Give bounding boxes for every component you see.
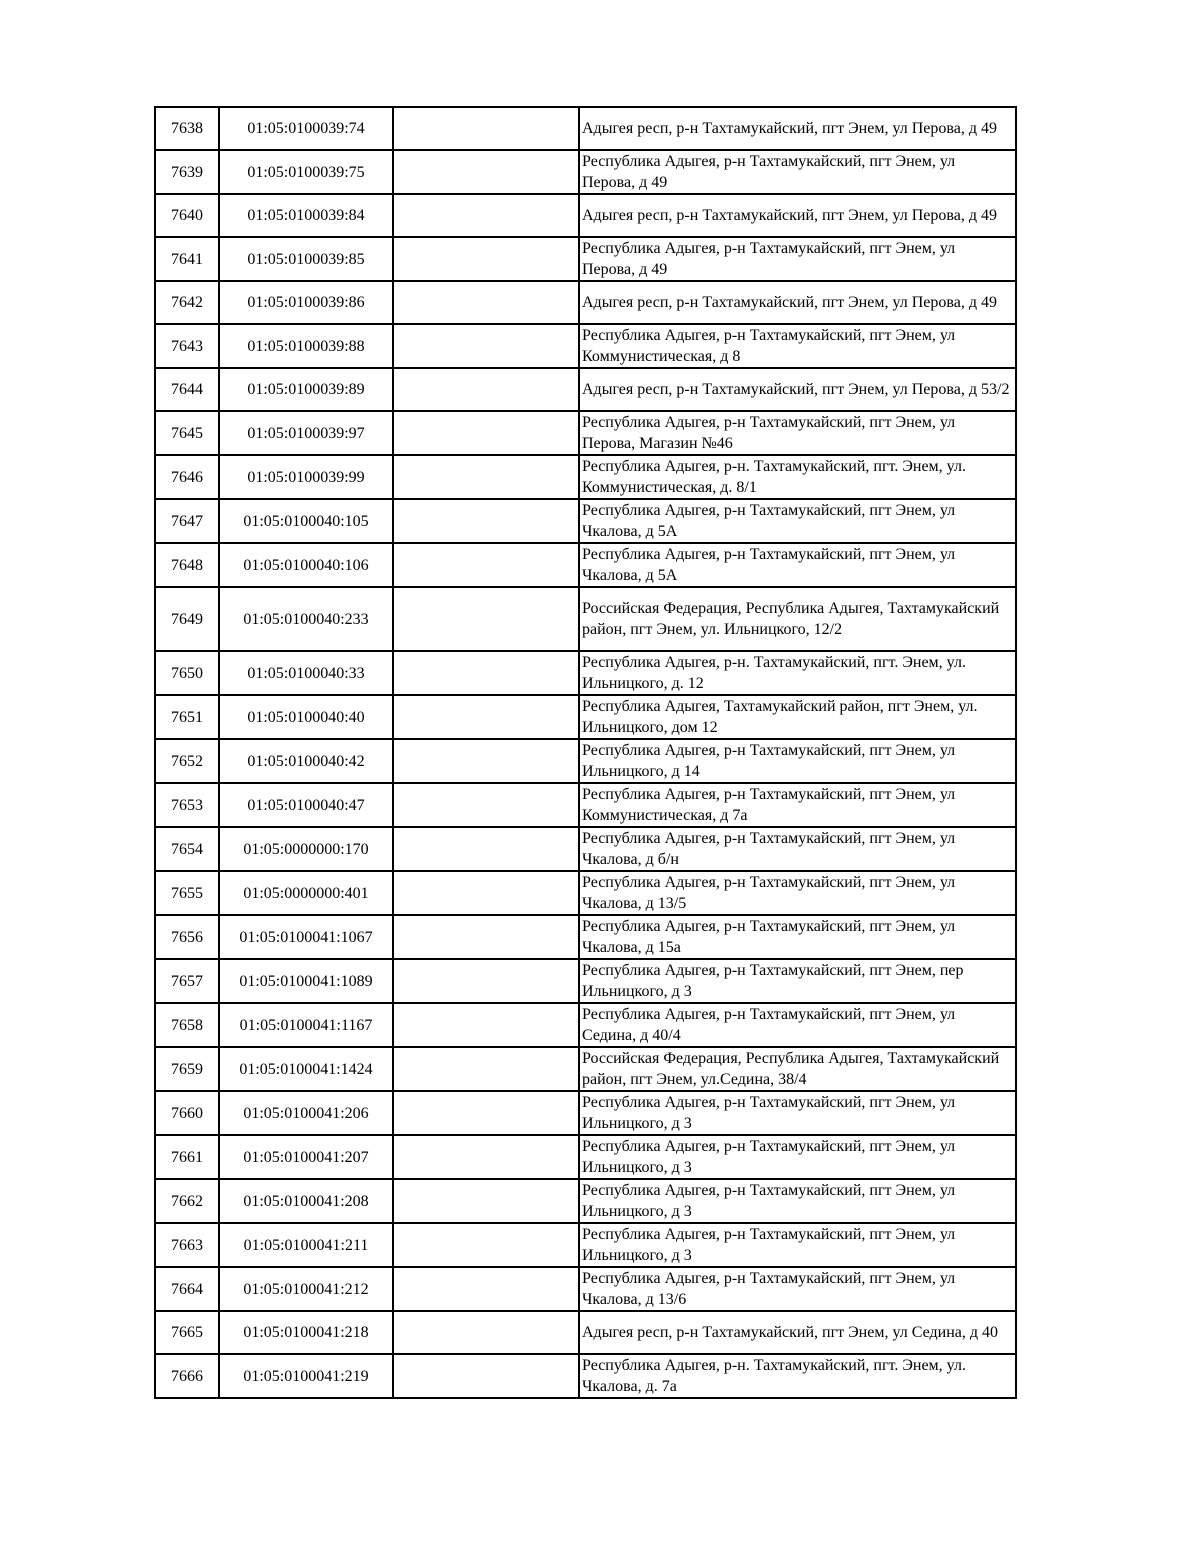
address-cell: Республика Адыгея, р-н Тахтамукайский, пгт Энем, ул Седина, д 40/4 (579, 1003, 1016, 1047)
address-cell: Адыгея респ, р-н Тахтамукайский, пгт Энем, ул Перова, д 49 (579, 281, 1016, 324)
address-cell: Российская Федерация, Республика Адыгея, Тахтамукайский район, пгт Энем, ул. Ильницкого, 12/2 (579, 587, 1016, 651)
cadastral-number: 01:05:0100041:207 (219, 1135, 393, 1179)
row-number: 7659 (155, 1047, 219, 1091)
empty-cell (393, 587, 579, 651)
table-row (155, 1135, 1016, 1179)
address-cell: Республика Адыгея, р-н Тахтамукайский, пгт Энем, ул Ильницкого, д 3 (579, 1223, 1016, 1267)
address-cell: Российская Федерация, Республика Адыгея, Тахтамукайский район, пгт Энем, ул.Седина, 38/4 (579, 1047, 1016, 1091)
table-row (155, 1354, 1016, 1398)
row-number: 7648 (155, 543, 219, 587)
cadastral-number: 01:05:0100041:219 (219, 1354, 393, 1398)
empty-cell (393, 915, 579, 959)
table-row (155, 871, 1016, 915)
row-number: 7645 (155, 411, 219, 455)
row-number: 7650 (155, 651, 219, 695)
cadastral-number: 01:05:0100039:89 (219, 368, 393, 411)
cadastral-number: 01:05:0100041:206 (219, 1091, 393, 1135)
cadastral-number: 01:05:0100040:233 (219, 587, 393, 651)
address-cell: Республика Адыгея, р-н Тахтамукайский, пгт Энем, ул Коммунистическая, д 8 (579, 324, 1016, 368)
property-table (154, 106, 1017, 1399)
empty-cell (393, 1354, 579, 1398)
cadastral-number: 01:05:0100040:40 (219, 695, 393, 739)
table-row (155, 959, 1016, 1003)
table-row (155, 827, 1016, 871)
address-cell: Республика Адыгея, р-н. Тахтамукайский, пгт. Энем, ул. Чкалова, д. 7а (579, 1354, 1016, 1398)
row-number: 7661 (155, 1135, 219, 1179)
table-row (155, 783, 1016, 827)
address-cell: Адыгея респ, р-н Тахтамукайский, пгт Энем, ул Перова, д 49 (579, 194, 1016, 237)
row-number: 7640 (155, 194, 219, 237)
cadastral-number: 01:05:0100041:208 (219, 1179, 393, 1223)
address-cell: Республика Адыгея, р-н Тахтамукайский, пгт Энем, ул Перова, Магазин №46 (579, 411, 1016, 455)
address-cell: Республика Адыгея, р-н Тахтамукайский, пгт Энем, пер Ильницкого, д 3 (579, 959, 1016, 1003)
row-number: 7662 (155, 1179, 219, 1223)
cadastral-number: 01:05:0000000:170 (219, 827, 393, 871)
table-row (155, 543, 1016, 587)
empty-cell (393, 827, 579, 871)
row-number: 7655 (155, 871, 219, 915)
row-number: 7663 (155, 1223, 219, 1267)
row-number: 7652 (155, 739, 219, 783)
row-number: 7641 (155, 237, 219, 281)
cadastral-number: 01:05:0100041:1167 (219, 1003, 393, 1047)
property-table-body (155, 107, 1016, 1398)
empty-cell (393, 871, 579, 915)
table-row (155, 1047, 1016, 1091)
empty-cell (393, 1311, 579, 1354)
cadastral-number: 01:05:0100039:85 (219, 237, 393, 281)
row-number: 7654 (155, 827, 219, 871)
table-row (155, 1267, 1016, 1311)
row-number: 7647 (155, 499, 219, 543)
table-row (155, 368, 1016, 411)
address-cell: Республика Адыгея, р-н Тахтамукайский, пгт Энем, ул Чкалова, д 13/6 (579, 1267, 1016, 1311)
cadastral-number: 01:05:0100039:99 (219, 455, 393, 499)
table-row (155, 150, 1016, 194)
empty-cell (393, 1179, 579, 1223)
cadastral-number: 01:05:0100039:75 (219, 150, 393, 194)
table-row (155, 499, 1016, 543)
address-cell: Республика Адыгея, р-н Тахтамукайский, пгт Энем, ул Чкалова, д 5А (579, 543, 1016, 587)
cadastral-number: 01:05:0100039:74 (219, 107, 393, 150)
row-number: 7666 (155, 1354, 219, 1398)
address-cell: Адыгея респ, р-н Тахтамукайский, пгт Энем, ул Перова, д 53/2 (579, 368, 1016, 411)
row-number: 7658 (155, 1003, 219, 1047)
cadastral-number: 01:05:0100040:42 (219, 739, 393, 783)
address-cell: Республика Адыгея, р-н Тахтамукайский, пгт Энем, ул Перова, д 49 (579, 150, 1016, 194)
empty-cell (393, 1091, 579, 1135)
address-cell: Республика Адыгея, р-н. Тахтамукайский, пгт. Энем, ул. Ильницкого, д. 12 (579, 651, 1016, 695)
row-number: 7656 (155, 915, 219, 959)
empty-cell (393, 411, 579, 455)
address-cell: Адыгея респ, р-н Тахтамукайский, пгт Энем, ул Седина, д 40 (579, 1311, 1016, 1354)
empty-cell (393, 695, 579, 739)
address-cell: Республика Адыгея, р-н Тахтамукайский, пгт Энем, ул Коммунистическая, д 7а (579, 783, 1016, 827)
empty-cell (393, 150, 579, 194)
row-number: 7651 (155, 695, 219, 739)
table-row (155, 1179, 1016, 1223)
empty-cell (393, 1223, 579, 1267)
empty-cell (393, 959, 579, 1003)
table-row (155, 1003, 1016, 1047)
row-number: 7642 (155, 281, 219, 324)
address-cell: Республика Адыгея, р-н Тахтамукайский, пгт Энем, ул Чкалова, д 13/5 (579, 871, 1016, 915)
table-row (155, 411, 1016, 455)
empty-cell (393, 1135, 579, 1179)
cadastral-number: 01:05:0100040:33 (219, 651, 393, 695)
address-cell: Республика Адыгея, р-н Тахтамукайский, пгт Энем, ул Ильницкого, д 3 (579, 1135, 1016, 1179)
table-row (155, 739, 1016, 783)
cadastral-number: 01:05:0100041:1067 (219, 915, 393, 959)
table-row (155, 107, 1016, 150)
table-row (155, 324, 1016, 368)
row-number: 7660 (155, 1091, 219, 1135)
empty-cell (393, 237, 579, 281)
cadastral-number: 01:05:0100041:212 (219, 1267, 393, 1311)
cadastral-number: 01:05:0100040:105 (219, 499, 393, 543)
address-cell: Республика Адыгея, р-н Тахтамукайский, пгт Энем, ул Чкалова, д 5А (579, 499, 1016, 543)
table-row (155, 455, 1016, 499)
row-number: 7643 (155, 324, 219, 368)
address-cell: Республика Адыгея, р-н Тахтамукайский, пгт Энем, ул Ильницкого, д 14 (579, 739, 1016, 783)
empty-cell (393, 739, 579, 783)
cadastral-number: 01:05:0100041:1089 (219, 959, 393, 1003)
empty-cell (393, 543, 579, 587)
address-cell: Республика Адыгея, Тахтамукайский район, пгт Энем, ул. Ильницкого, дом 12 (579, 695, 1016, 739)
address-cell: Республика Адыгея, р-н Тахтамукайский, пгт Энем, ул Ильницкого, д 3 (579, 1091, 1016, 1135)
row-number: 7644 (155, 368, 219, 411)
empty-cell (393, 455, 579, 499)
row-number: 7649 (155, 587, 219, 651)
address-cell: Республика Адыгея, р-н Тахтамукайский, пгт Энем, ул Чкалова, д 15а (579, 915, 1016, 959)
cadastral-number: 01:05:0100039:84 (219, 194, 393, 237)
cadastral-number: 01:05:0000000:401 (219, 871, 393, 915)
table-row (155, 651, 1016, 695)
row-number: 7664 (155, 1267, 219, 1311)
cadastral-number: 01:05:0100039:88 (219, 324, 393, 368)
row-number: 7657 (155, 959, 219, 1003)
empty-cell (393, 499, 579, 543)
empty-cell (393, 1267, 579, 1311)
row-number: 7665 (155, 1311, 219, 1354)
address-cell: Республика Адыгея, р-н Тахтамукайский, пгт Энем, ул Перова, д 49 (579, 237, 1016, 281)
table-row (155, 695, 1016, 739)
empty-cell (393, 281, 579, 324)
table-row (155, 281, 1016, 324)
table-row (155, 1091, 1016, 1135)
address-cell: Республика Адыгея, р-н. Тахтамукайский, пгт. Энем, ул. Коммунистическая, д. 8/1 (579, 455, 1016, 499)
table-row (155, 1223, 1016, 1267)
cadastral-number: 01:05:0100041:218 (219, 1311, 393, 1354)
row-number: 7639 (155, 150, 219, 194)
empty-cell (393, 368, 579, 411)
row-number: 7638 (155, 107, 219, 150)
empty-cell (393, 783, 579, 827)
table-row (155, 915, 1016, 959)
cadastral-number: 01:05:0100041:211 (219, 1223, 393, 1267)
table-row (155, 194, 1016, 237)
cadastral-number: 01:05:0100040:47 (219, 783, 393, 827)
empty-cell (393, 194, 579, 237)
address-cell: Республика Адыгея, р-н Тахтамукайский, пгт Энем, ул Ильницкого, д 3 (579, 1179, 1016, 1223)
row-number: 7646 (155, 455, 219, 499)
cadastral-number: 01:05:0100040:106 (219, 543, 393, 587)
cadastral-number: 01:05:0100041:1424 (219, 1047, 393, 1091)
row-number: 7653 (155, 783, 219, 827)
table-row (155, 1311, 1016, 1354)
empty-cell (393, 324, 579, 368)
cadastral-number: 01:05:0100039:86 (219, 281, 393, 324)
table-row (155, 237, 1016, 281)
address-cell: Адыгея респ, р-н Тахтамукайский, пгт Энем, ул Перова, д 49 (579, 107, 1016, 150)
table-row (155, 587, 1016, 651)
address-cell: Республика Адыгея, р-н Тахтамукайский, пгт Энем, ул Чкалова, д б/н (579, 827, 1016, 871)
empty-cell (393, 1003, 579, 1047)
cadastral-number: 01:05:0100039:97 (219, 411, 393, 455)
empty-cell (393, 1047, 579, 1091)
empty-cell (393, 651, 579, 695)
empty-cell (393, 107, 579, 150)
